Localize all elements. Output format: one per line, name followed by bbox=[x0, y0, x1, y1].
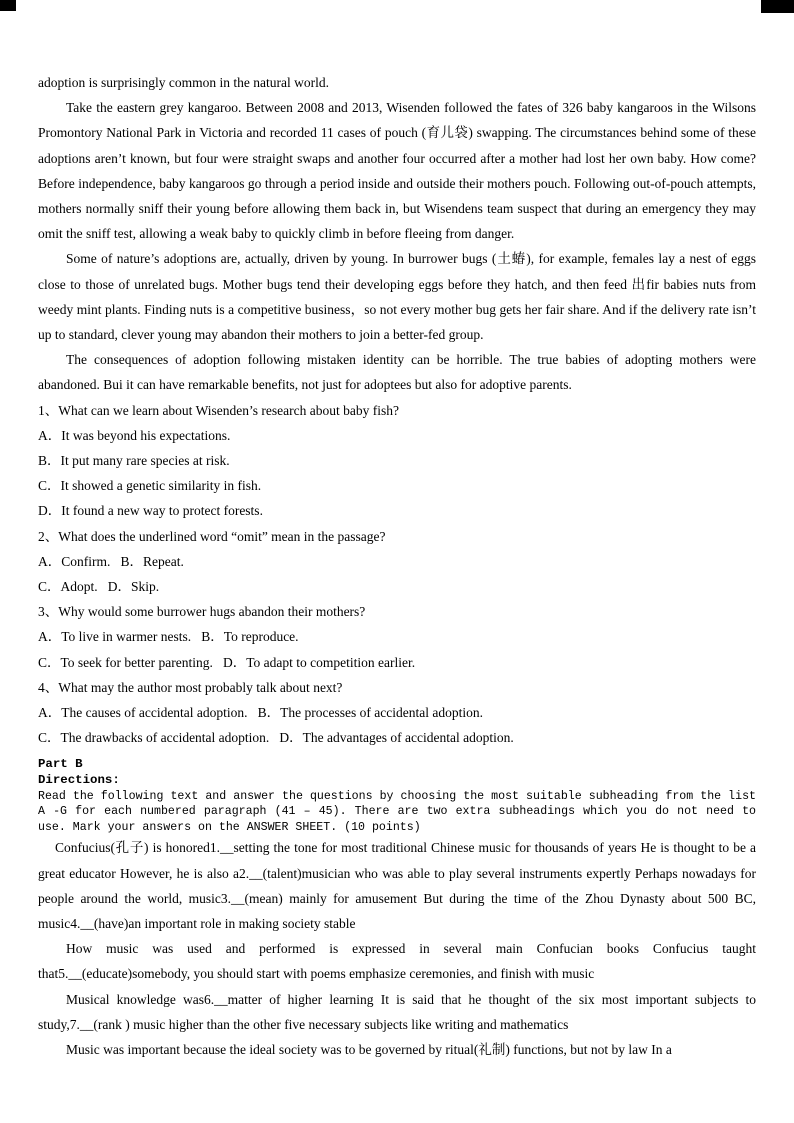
question-option: C．Adopt. D．Skip. bbox=[38, 579, 160, 595]
part-b-heading: Part B bbox=[38, 757, 83, 772]
cloze-paragraph: Music was important because the ideal society was to be governed by ritual(礼制) functions, but not by law In a bbox=[66, 1042, 672, 1058]
question-option: A．It was beyond his expectations. bbox=[38, 427, 231, 443]
paragraph: Take the eastern grey kangaroo. Between 2008 and 2013, Wisenden followed the fates of 326 baby kangaroos in the Wilsons Promontory National Park in Victoria and recorded 11 cases of pouch (育儿袋) swapping. The circumstances behind some of these adoptions aren’t known, but four were straight swaps and another four occurred after a mother had lost her own baby. How come? Before independence, baby kangaroos go through a period inside and outside their mothers pouch. Following out-of-pouch attempts, mothers normally sniff their young before allowing them back in, but Wisendens team suspect that during an emergency they may omit the sniff test, allowing a weak baby to quickly climb in before fleeing from danger. bbox=[38, 100, 756, 242]
question-option: C．To seek for better parenting. D．To adapt to competition earlier. bbox=[38, 654, 416, 670]
question-option: A．The causes of accidental adoption. B．The processes of accidental adoption. bbox=[38, 705, 483, 721]
scan-artifact-top-left bbox=[0, 0, 16, 11]
question-option: B．It put many rare species at risk. bbox=[38, 453, 230, 469]
page-content bbox=[38, 70, 756, 1062]
paragraph-continuation: adoption is surprisingly common in the natural world. bbox=[38, 75, 329, 90]
cloze-paragraph: Confucius(孔子) is honored1.__setting the tone for most traditional Chinese music for thousands of years He is thought to be a great educator However, he is also a2.__(talent)musician who was able to play several instruments expertly Perhaps nowadays for people around the world, music3.__(mean) mainly for amusement But during the time of the Zhou Dynasty about 500 BC, music4.__(have)an important role in making society stable bbox=[38, 840, 756, 932]
paragraph: The consequences of adoption following mistaken identity can be horrible. The true babies of adopting mothers were abandoned. Bui it can have remarkable benefits, not just for adoptees but also for adoptive parents. bbox=[38, 352, 756, 393]
question-stem: 2、What does the underlined word “omit” mean in the passage? bbox=[38, 528, 386, 544]
question-option: D．It found a new way to protect forests. bbox=[38, 503, 263, 519]
question-stem: 1、What can we learn about Wisenden’s research about baby fish? bbox=[38, 402, 399, 418]
scan-artifact-top-right bbox=[761, 0, 794, 13]
directions-text: Read the following text and answer the questions by choosing the most suitable subheading from the list A -G for each numbered paragraph (41 – 45). There are two extra subheadings which you do not need to use. Mark your answers on the ANSWER SHEET. (10 points) bbox=[38, 789, 756, 834]
question-option: C．The drawbacks of accidental adoption. D．The advantages of accidental adoption. bbox=[38, 730, 514, 746]
cloze-paragraph: How music was used and performed is expressed in several main Confucian books Confucius taught that5.__(educate)somebody, you should start with poems emphasize ceremonies, and finish with music bbox=[38, 941, 756, 982]
question-option: C．It showed a genetic similarity in fish. bbox=[38, 478, 262, 494]
question-option: A．To live in warmer nests. B．To reproduce. bbox=[38, 629, 299, 645]
paragraph: Some of nature’s adoptions are, actually, driven by young. In burrower bugs (土蝽), for example, females lay a nest of eggs close to those of unrelated bugs. Mother bugs tend their developing eggs before they hatch, and then feed 出fir babies nuts from weedy mint plants. Finding nuts is a competitive business，so not every mother bug gets her fair share. And if the delivery rate isn’t up to standard, clever young may abandon their mothers to join a better-fed group. bbox=[38, 251, 756, 343]
question-option: A．Confirm. B．Repeat. bbox=[38, 553, 184, 569]
question-stem: 3、Why would some burrower hugs abandon their mothers? bbox=[38, 604, 366, 620]
directions-heading: Directions: bbox=[38, 773, 120, 788]
question-stem: 4、What may the author most probably talk about next? bbox=[38, 679, 343, 695]
cloze-paragraph: Musical knowledge was6.__matter of higher learning It is said that he thought of the six most important subjects to study,7.__(rank ) music higher than the other five necessary subjects like writing and mathematics bbox=[38, 991, 756, 1032]
